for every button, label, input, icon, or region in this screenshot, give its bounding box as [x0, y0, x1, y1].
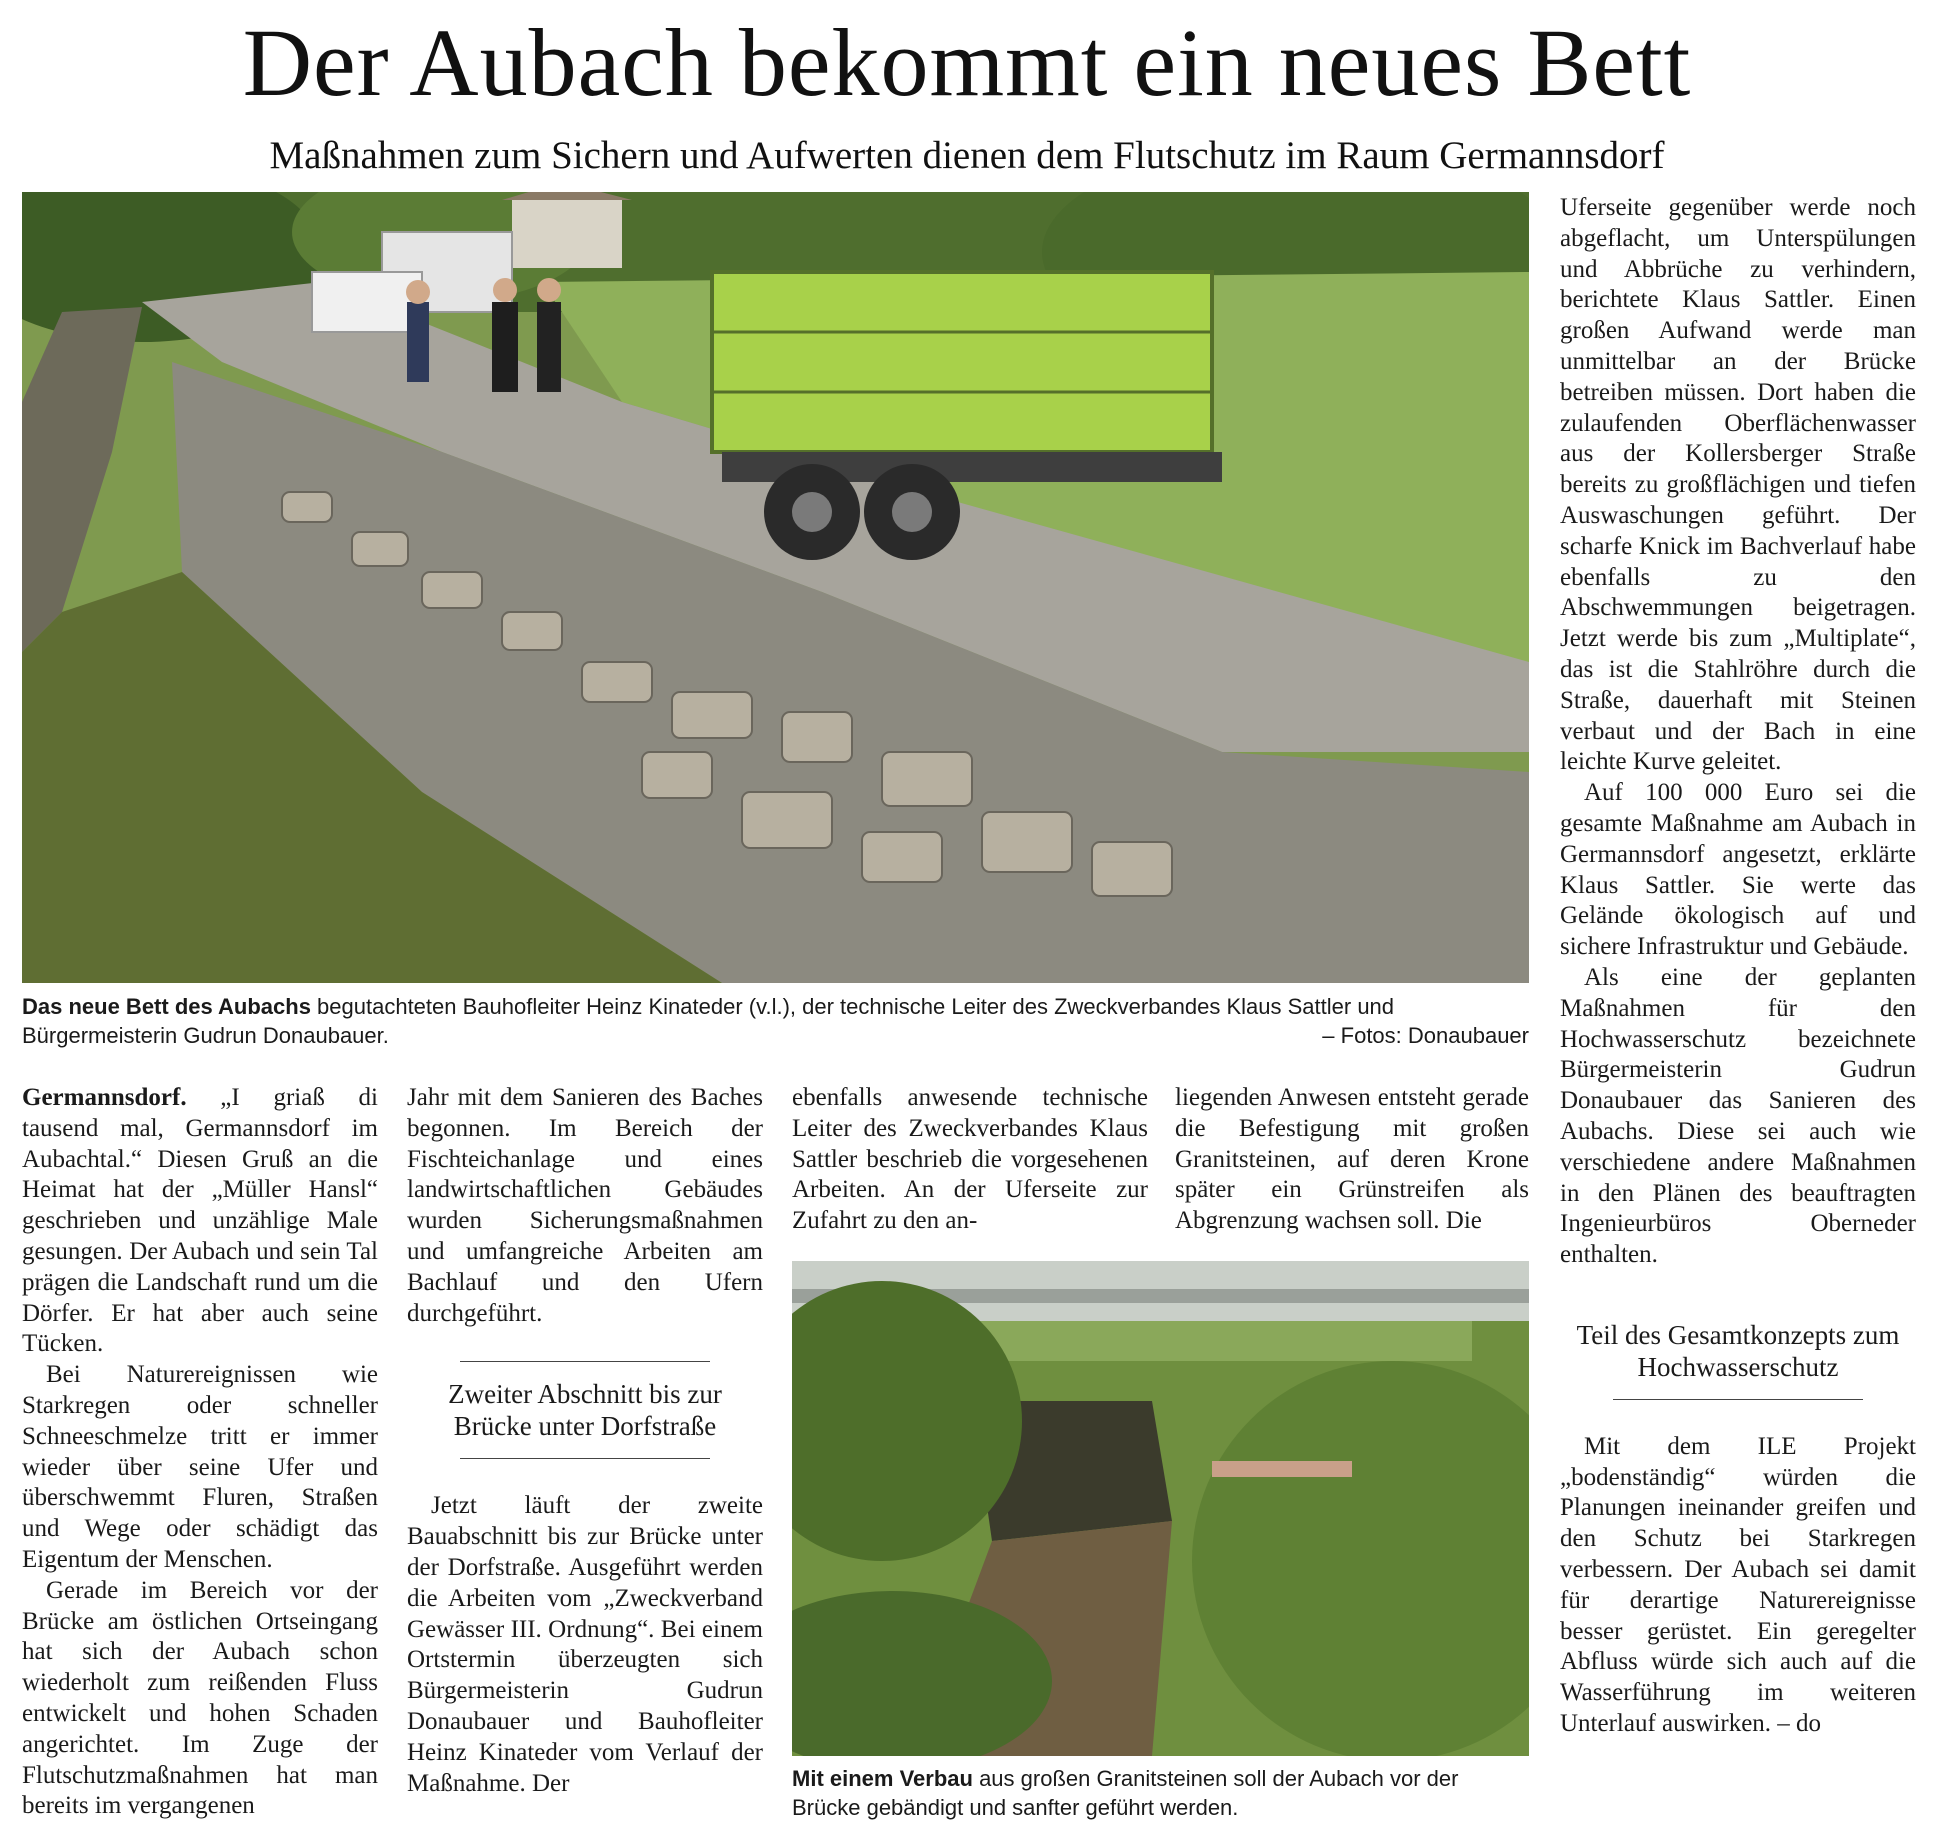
column-3 [792, 1083, 1148, 1237]
paragraph-4-continued-2: liegenden Anwesen entsteht gerade die Befestigung mit großen Granitsteinen, auf deren Krone später ein Grünstreifen als Abgrenzung wachsen soll. Die [1175, 1084, 1529, 1235]
subheadline: Maßnahmen zum Sichern und Aufwerten dienen dem Flutschutz im Raum Germannsdorf [269, 134, 1665, 177]
second-caption-text: aus großen Granitsteinen soll der Aubach vor der Brücke gebändigt und sanfter geführt werden. [792, 1766, 1459, 1820]
paragraph-4: Jetzt läuft der zweite Bauabschnitt bis zur Brücke unter der Dorfstraße. Ausgeführt werden die Arbeiten vom „Zweckverband Gewässer III. Ordnung“. Bei einem Ortstermin überzeugten sich Bürgermeisterin Gudrun Donaubauer und Bauhofleiter Heinz Kinateder vom Verlauf der Maßnahme. Der [407, 1492, 763, 1797]
headline: Der Aubach bekommt ein neues Bett [242, 9, 1692, 116]
paragraph-6: Als eine der geplanten Maßnahmen für den Hochwasserschutz bezeichnete Bürgermeisterin Gudrun Donaubauer das Sanieren des Aubachs. Diese sei auch wie verschiedene andere Maßnahmen in den Plänen des beauftragten Ingenieurbüros Oberneder enthalten. [1560, 963, 1916, 1269]
paragraph-3-continued: Jahr mit dem Sanieren des Baches begonnen. Im Bereich der Fischteichanlage und eines landwirtschaftlichen Gebäudes wurden Sicherungsmaßnahmen und umfangreiche Arbeiten am Bachlauf und den Ufern durchgeführt. [407, 1084, 763, 1327]
main-photo [22, 192, 1529, 983]
main-photo-caption [22, 992, 1529, 1050]
spacer [407, 1329, 763, 1361]
paragraph-2: Bei Naturereignissen wie Starkregen oder schneller Schneeschmelze tritt er immer wieder über seine Ufer und überschwemmt Fluren, Straßen und Wege oder schädigt das Eigentum der Menschen. [22, 1361, 378, 1573]
section-subtitle-1: Zweiter Abschnitt bis zur Brücke unter Dorfstraße [448, 1379, 722, 1442]
column-4 [1175, 1083, 1529, 1237]
section-subtitle-2: Teil des Gesamtkonzepts zum Hochwasserschutz [1576, 1319, 1900, 1382]
paragraph-4-continued: ebenfalls anwesende technische Leiter des Zweckverbandes Klaus Sattler beschrieb die vorgesehenen Arbeiten. An der Uferseite zur Zufahrt zu den an- [792, 1084, 1148, 1235]
second-caption-bold: Mit einem Verbau [792, 1766, 973, 1791]
spacer [407, 1459, 763, 1491]
main-photo-graphic [22, 192, 1529, 983]
paragraph-7: Mit dem ILE Projekt „bodenständig“ würden die Planungen ineinander greifen und den Schutz bei Starkregen verbessern. Der Aubach sei damit für derartige Naturereignisse besser gerüstet. Ein geregelter Abfluss würde sich auch auf die Wasserführung im weiteren Unterlauf auswirken. – do [1560, 1432, 1916, 1738]
spacer [1560, 1271, 1916, 1303]
dateline: Germannsdorf. [22, 1084, 187, 1111]
paragraph-4-continued-3: Uferseite gegenüber werde noch abgeflacht, um Unterspülungen und Abbrüche zu verhindern, berichtete Klaus Sattler. Einen großen Aufwand werde man unmittelbar an der Brücke betreiben müssen. Dort haben die zulaufenden Oberflächenwasser aus der Kollersberger Straße bereits zu großflächigen und tiefen Auswaschungen geführt. Der scharfe Knick im Bachverlauf habe ebenfalls zu den Abschwemmungen beigetragen. Jetzt werde bis zum „Multiplate“, das ist die Stahlröhre durch die Straße, dauerhaft mit Steinen verbaut und der Bach in eine leichte Kurve geleitet. [1560, 194, 1916, 776]
column-5 [1560, 193, 1916, 1740]
paragraph-1 [22, 1083, 378, 1360]
photo-credit: – Fotos: Donaubauer [1322, 1023, 1529, 1048]
second-photo-caption [792, 1764, 1529, 1822]
column-2 [407, 1083, 763, 1799]
divider-rule [460, 1361, 710, 1362]
spacer [1560, 1400, 1916, 1432]
paragraph-5: Auf 100 000 Euro sei die gesamte Maßnahme am Aubach in Germannsdorf angesetzt, erklärte Klaus Sattler. Sie werte das Gelände ökologisch auf und sichere Infrastruktur und Gebäude. [1560, 779, 1916, 961]
column-1 [22, 1083, 378, 1822]
second-photo [792, 1261, 1529, 1756]
second-photo-graphic [792, 1261, 1529, 1756]
paragraph-1-text: „I griaß di tausend mal, Germannsdorf im Aubachtal.“ Diesen Gruß an die Heimat hat der „Müller Hansl“ geschrieben und unzählige Male gesungen. Der Aubach und sein Tal prägen die Landschaft rund um die Dörfer. Er hat aber auch seine Tücken. [22, 1084, 378, 1358]
main-caption-text: begutachteten Bauhofleiter Heinz Kinateder (v.l.), der technische Leiter des Zweckverbandes Klaus Sattler und Bürgermeisterin Gudrun Donaubauer. [22, 994, 1395, 1048]
main-caption-bold: Das neue Bett des Aubachs [22, 994, 311, 1019]
paragraph-3: Gerade im Bereich vor der Brücke am östlichen Ortseingang hat sich der Aubach schon wiederholt zum reißenden Fluss entwickelt und hohen Schaden angerichtet. Im Zuge der Flutschutzmaßnahmen hat man bereits im vergangenen [22, 1576, 378, 1820]
